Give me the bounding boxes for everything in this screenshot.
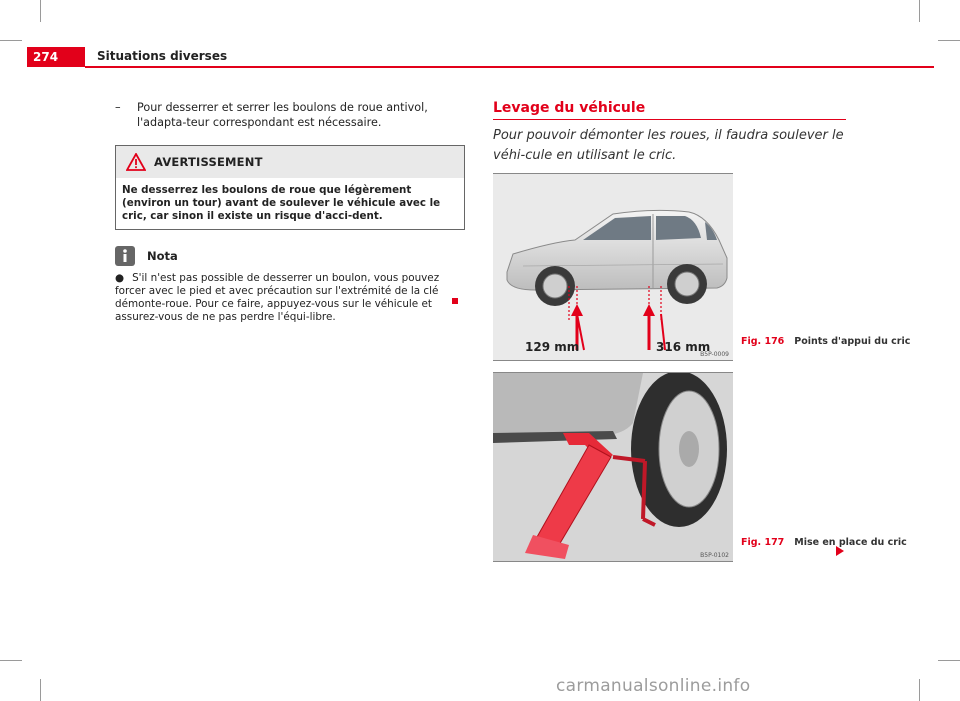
figure-176-jack-points xyxy=(493,173,733,361)
car-side-illustration xyxy=(493,174,733,360)
warning-title: AVERTISSEMENT xyxy=(154,154,263,169)
section-intro: Pour pouvoir démonter les roues, il faudra soulever le véhi-cule en utilisant le cric. xyxy=(493,128,844,163)
dash-item-text: Pour desserrer et serrer les boulons de roue antivol, l'adapta-teur correspondant est nécessaire. xyxy=(137,101,428,129)
continue-arrow-icon xyxy=(836,546,844,556)
jack-placement-illustration xyxy=(493,373,733,561)
dash-list-item xyxy=(115,100,465,130)
fig176-caption-number: Fig. 176 xyxy=(741,336,785,347)
note-section xyxy=(115,246,465,324)
fig176-label-rear: 316 mm xyxy=(656,340,711,354)
warning-triangle-icon xyxy=(126,153,146,171)
note-header xyxy=(115,246,465,266)
note-item xyxy=(115,272,465,324)
end-of-section-marker xyxy=(452,298,458,304)
crop-mark xyxy=(938,660,960,661)
fig177-caption-number: Fig. 177 xyxy=(741,537,785,548)
watermark: carmanualsonline.info xyxy=(556,676,751,696)
crop-mark xyxy=(40,0,41,22)
section-rule xyxy=(493,119,846,120)
header-rule xyxy=(85,66,934,68)
warning-box xyxy=(115,145,465,230)
crop-mark xyxy=(40,679,41,701)
fig177-code: B5P-0102 xyxy=(700,552,729,559)
note-title: Nota xyxy=(147,248,178,263)
crop-mark xyxy=(938,40,960,41)
info-icon xyxy=(115,246,135,266)
warning-header xyxy=(116,146,464,178)
figure-177-jack-placement xyxy=(493,372,733,562)
page-header-title: Situations diverses xyxy=(97,49,228,63)
page-number: 274 xyxy=(27,47,85,67)
note-text: S'il n'est pas possible de desserrer un boulon, vous pouvez forcer avec le pied et avec précaution sur l'extrémité de la clé démonte-roue. Pour ce faire, appuyez-vous sur le véhicule et assurez-vous de ne pas perdre l'équi-libre. xyxy=(115,272,440,323)
crop-mark xyxy=(919,0,920,22)
bullet-marker: ● xyxy=(115,272,125,284)
left-column xyxy=(115,100,465,324)
crop-mark xyxy=(0,40,22,41)
warning-text: Ne desserrez les boulons de roue que légèrement (environ un tour) avant de soulever le véhicule avec le cric, car sinon il existe un risque d'acci-dent. xyxy=(122,184,441,222)
dash-marker: – xyxy=(115,101,121,114)
fig177-caption-text: Mise en place du cric xyxy=(794,537,907,548)
fig176-label-front: 129 mm xyxy=(525,340,580,354)
fig177-caption xyxy=(741,537,907,548)
section-title: Levage du véhicule xyxy=(493,100,646,116)
fig176-caption xyxy=(741,336,910,347)
fig176-caption-text: Points d'appui du cric xyxy=(794,336,911,347)
fig176-code: B5P-0009 xyxy=(700,351,729,358)
crop-mark xyxy=(919,679,920,701)
crop-mark xyxy=(0,660,22,661)
